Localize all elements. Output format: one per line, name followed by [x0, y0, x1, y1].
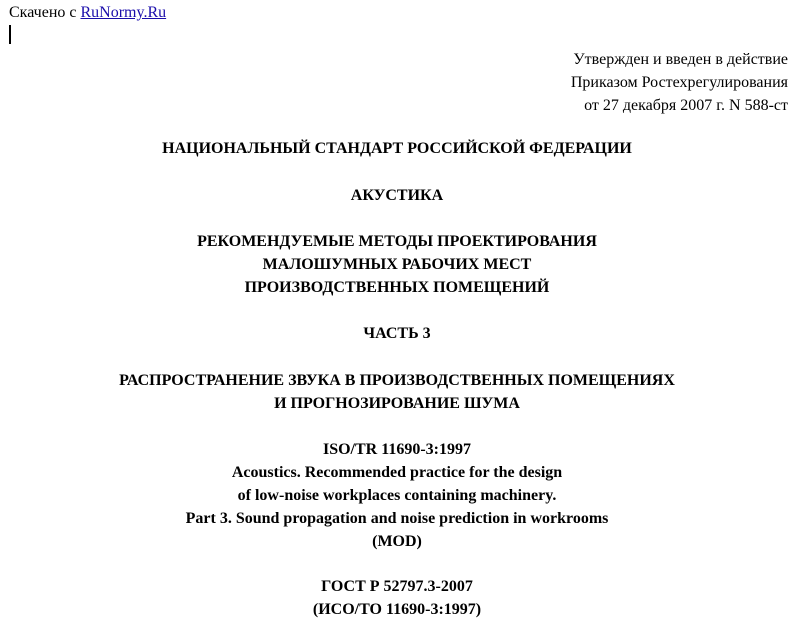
document-title	[0, 230, 794, 299]
source-prefix: Скачено с	[9, 4, 77, 21]
iso-title-line: Part 3. Sound propagation and noise prediction in workrooms	[185, 510, 609, 527]
gost-code: ГОСТ Р 52797.3-2007	[321, 578, 473, 595]
national-standard-text: НАЦИОНАЛЬНЫЙ СТАНДАРТ РОССИЙСКОЙ ФЕДЕРАЦИИ	[162, 140, 632, 157]
part-title-line: И ПРОГНОЗИРОВАНИЕ ШУМА	[274, 395, 520, 412]
text-cursor	[9, 25, 11, 44]
title-line: МАЛОШУМНЫХ РАБОЧИХ МЕСТ	[262, 256, 532, 273]
title-line: ПРОИЗВОДСТВЕННЫХ ПОМЕЩЕНИЙ	[244, 279, 550, 296]
part-title-line: РАСПРОСТРАНЕНИЕ ЗВУКА В ПРОИЗВОДСТВЕННЫХ ПОМЕЩЕНИЯХ	[119, 372, 675, 389]
iso-code: ISO/TR 11690-3:1997	[322, 441, 471, 458]
iso-title-line: of low-noise workplaces containing machinery.	[237, 487, 557, 504]
gost-iso-reference: (ИСО/ТО 11690-3:1997)	[312, 601, 482, 618]
approval-line: Приказом Ростехрегулирования	[570, 74, 788, 91]
iso-block	[0, 438, 794, 553]
part-title	[0, 369, 794, 415]
approval-line: Утвержден и введен в действие	[573, 51, 788, 68]
approval-line: от 27 декабря 2007 г. N 588-ст	[584, 97, 788, 114]
approval-block	[571, 48, 788, 117]
part-text: ЧАСТЬ 3	[363, 325, 431, 342]
source-line	[9, 3, 166, 23]
gost-block	[0, 575, 794, 621]
national-standard-heading	[0, 137, 794, 160]
subject-text: АКУСТИКА	[350, 187, 444, 204]
source-link[interactable]: RuNormy.Ru	[80, 4, 167, 21]
part-heading	[0, 322, 794, 345]
title-line: РЕКОМЕНДУЕМЫЕ МЕТОДЫ ПРОЕКТИРОВАНИЯ	[197, 233, 597, 250]
iso-title-line: Acoustics. Recommended practice for the design	[231, 464, 563, 481]
subject-heading	[0, 184, 794, 207]
iso-title-line: (MOD)	[372, 533, 422, 550]
